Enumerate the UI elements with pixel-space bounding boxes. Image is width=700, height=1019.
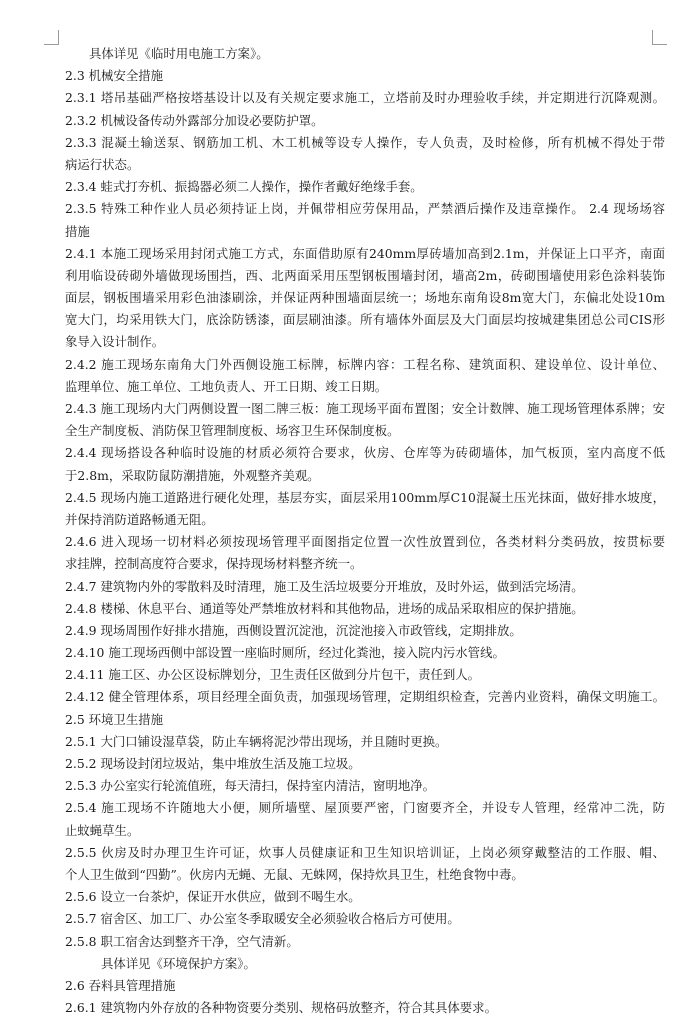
text-line: 具体详见《临时用电施工方案》。 bbox=[89, 46, 269, 61]
text-line: 2.5 环境卫生措施 bbox=[65, 711, 163, 727]
text-line: 全生产制度板、消防保卫管理制度板、场容卫生环保制度板。 bbox=[65, 423, 400, 439]
text-line: 面层，钢板围墙采用彩色油漆刷涂，并保证两种围墙面层统一；场地东南角设8m宽大门，东偏北处设10m bbox=[65, 290, 665, 306]
text-line: 2.4.9 现场周围作好排水措施，西侧设置沉淀池，沉淀池接入市政管线，定期排放。 bbox=[65, 622, 522, 638]
text-line: 利用临设砖砌外墙做现场围挡，西、北两面采用压型钢板围墙封闭，墙高2m，砖砌围墙使用彩色涂料装饰 bbox=[65, 267, 665, 283]
text-line: 2.4.7 建筑物内外的零散料及时清理，施工及生活垃圾要分开堆放，及时外运，做到活完场清。 bbox=[65, 578, 584, 594]
text-line: 2.5.3 办公室实行轮流值班，每天清扫，保持室内清洁，窗明地净。 bbox=[65, 778, 436, 794]
text-line: 2.3.3 混凝土输送泵、钢筋加工机、木工机械等设专人操作，专人负责，及时检修，所有机械不得处于带 bbox=[65, 134, 665, 150]
text-line: 2.3 机械安全措施 bbox=[65, 68, 163, 84]
text-line: 求挂牌，控制高度符合要求，保持现场材料整齐统一。 bbox=[65, 556, 363, 572]
text-line: 2.4.1 本施工现场采用封闭式施工方式，东面借助原有240mm厚砖墙加高到2.1m，并保证上口平齐，南面 bbox=[65, 245, 665, 261]
text-line: 2.4.11 施工区、办公区设标牌划分，卫生责任区做到分片包干，责任到人。 bbox=[65, 667, 481, 683]
text-line: 2.4.2 施工现场东南角大门外西侧设施工标牌，标牌内容：工程名称、建筑面积、建设单位、设计单位、 bbox=[65, 356, 665, 372]
text-line: 2.5.1 大门口铺设湿草袋，防止车辆将泥沙带出现场，并且随时更换。 bbox=[65, 733, 448, 749]
text-line: 2.4.3 施工现场内大门两侧设置一图二牌三板：施工现场平面布置图；安全计数牌、施工现场管理体系牌；安 bbox=[65, 401, 665, 416]
text-line: 2.6 吞料具管理措施 bbox=[65, 977, 176, 993]
crop-mark-top-left bbox=[44, 30, 59, 45]
text-line: 2.4.5 现场内施工道路进行硬化处理，基层夯实，面层采用100mm厚C10混凝土压光抹面，做好排水坡度， bbox=[65, 489, 665, 505]
text-line: 2.5.2 现场设封闭垃圾站，集中堆放生活及施工垃圾。 bbox=[65, 756, 361, 771]
text-line: 2.3.5 特殊工种作业人员必须持证上岗，并佩带相应劳保用品，严禁酒后操作及违章操作。 2.4 现场场容 bbox=[65, 201, 665, 217]
text-line: 2.6.1 建筑物内外存放的各种物资要分类别、规格码放整齐，符合其具体要求。 bbox=[65, 1000, 497, 1016]
text-line: 2.4.10 施工现场西侧中部设置一座临时厕所，经过化粪池，接入院内污水管线。 bbox=[65, 645, 505, 661]
text-line: 宽大门，均采用铁大门，底涂防锈漆，面层刷油漆。所有墙体外面层及大门面层均按城建集团总公司CIS形 bbox=[65, 312, 665, 328]
text-line: 措施 bbox=[65, 223, 90, 239]
text-line: 2.5.5 伙房及时办理卫生许可证，炊事人员健康证和卫生知识培训证，上岗必须穿戴整洁的工作服、帽、 bbox=[65, 844, 665, 860]
text-line: 2.4.8 楼梯、休息平台、通道等处严禁堆放材料和其他物品，进场的成品采取相应的保护措施。 bbox=[65, 600, 584, 616]
text-line: 2.4.12 健全管理体系，项目经理全面负责，加强现场管理，定期组织检查，完善内业资料，确保文明施工。 bbox=[65, 689, 665, 705]
text-line: 监理单位、施工单位、工地负责人、开工日期、竣工日期。 bbox=[65, 378, 388, 394]
text-line: 止蚊蝇草生。 bbox=[65, 822, 140, 838]
text-line: 病运行状态。 bbox=[65, 156, 140, 172]
text-line: 象导入设计制作。 bbox=[65, 334, 165, 350]
text-line: 于2.8m，采取防鼠防潮措施，外观整齐美观。 bbox=[65, 467, 320, 483]
text-line: 2.4.6 进入现场一切材料必须按现场管理平面图指定位置一次性放置到位，各类材料分类码放，按贯标要 bbox=[65, 534, 665, 550]
text-line: 2.5.4 施工现场不许随地大小便，厕所墙壁、屋顶要严密，门窗要齐全，并设专人管理，经常冲二洗，防 bbox=[65, 800, 665, 816]
text-line: 2.5.7 宿舍区、加工厂、办公室冬季取暖安全必须验收合格后方可使用。 bbox=[65, 911, 460, 927]
text-line: 并保持消防道路畅通无阻。 bbox=[65, 511, 214, 527]
text-line: 具体详见《环境保护方案》。 bbox=[101, 955, 256, 971]
text-line: 个人卫生做到“四勤”。伙房内无蝇、无鼠、无蛛网，保持炊具卫生，杜绝食物中毒。 bbox=[65, 866, 524, 882]
text-line: 2.3.4 蛙式打夯机、振捣器必须二人操作，操作者戴好绝缘手套。 bbox=[65, 179, 423, 195]
text-line: 2.5.8 职工宿舍达到整齐干净，空气清新。 bbox=[65, 933, 299, 949]
text-line: 2.5.6 设立一台茶炉，保证开水供应，做到不喝生水。 bbox=[65, 889, 361, 905]
text-line: 2.3.2 机械设备传动外露部分加设必要防护罩。 bbox=[65, 112, 324, 128]
document-body bbox=[65, 43, 665, 1019]
text-line: 2.4.4 现场搭设各种临时设施的材质必须符合要求，伙房、仓库等为砖砌墙体，加气板顶，室内高度不低 bbox=[65, 445, 665, 461]
text-line: 2.3.1 塔吊基础严格按塔基设计以及有关规定要求施工，立塔前及时办理验收手续，并定期进行沉降观测。 bbox=[65, 90, 665, 106]
